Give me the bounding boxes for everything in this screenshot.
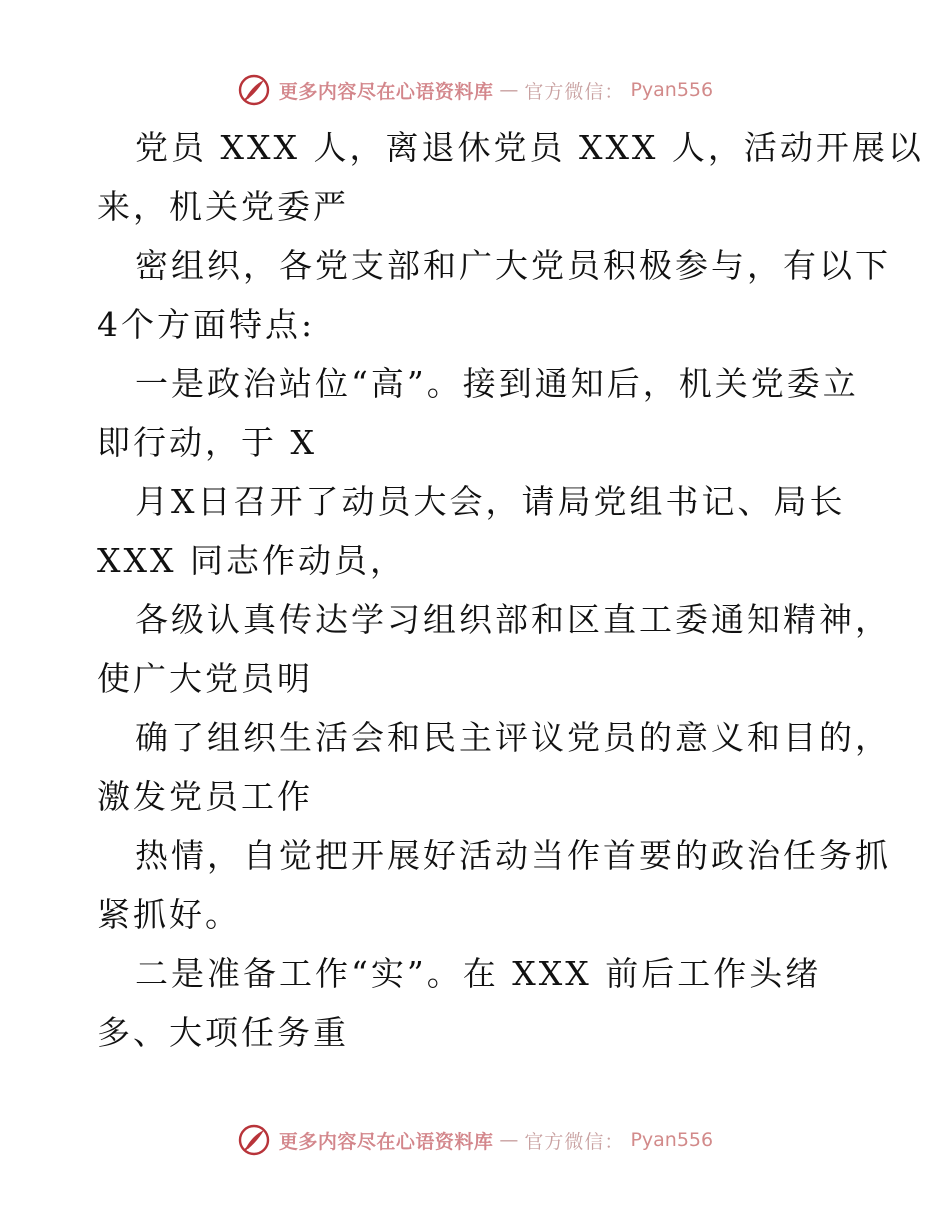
body-line: 激发党员工作 [97,777,313,816]
header-watermark-banner [0,70,950,110]
body-line: 确了组织生活会和民主评议党员的意义和目的， [135,718,891,757]
body-line: XXX 同志作动员， [97,541,406,580]
footer-watermark-banner [0,1120,950,1160]
banner-wechat-label: 官方微信： [524,1130,625,1153]
body-line: 4个方面特点: [97,305,316,344]
body-line: 一是政治站位“高”。接到通知后，机关党委立 [135,364,859,403]
banner-wechat-handle: Pyan556 [630,1129,714,1151]
body-line: 使广大党员明 [97,659,313,698]
banner-wechat-label: 官方微信： [524,80,625,103]
banner-dash: — [499,79,519,101]
body-line: 紧抓好。 [97,895,241,934]
body-line: 即行动，于 X [97,423,317,462]
body-line: 密组织，各党支部和广大党员积极参与，有以下 [135,246,891,285]
body-line: 月X日召开了动员大会，请局党组书记、局长 [135,482,846,521]
quill-logo-icon [237,1123,271,1157]
banner-text: 更多内容尽在心语资料库 [278,1130,494,1153]
document-body [97,118,924,1062]
banner-text: 更多内容尽在心语资料库 [278,80,494,103]
body-line: 二是准备工作“实”。在 XXX 前后工作头绪 [135,954,822,993]
body-line: 各级认真传达学习组织部和区直工委通知精神， [135,600,891,639]
banner-dash: — [499,1129,519,1151]
body-line: 来，机关党委严 [97,187,349,226]
quill-logo-icon [237,73,271,107]
body-line: 多、大项任务重 [97,1013,349,1052]
body-line: 党员 XXX 人，离退休党员 XXX 人，活动开展以 [135,128,924,167]
body-line: 热情，自觉把开展好活动当作首要的政治任务抓 [135,836,891,875]
banner-wechat-handle: Pyan556 [630,79,714,101]
